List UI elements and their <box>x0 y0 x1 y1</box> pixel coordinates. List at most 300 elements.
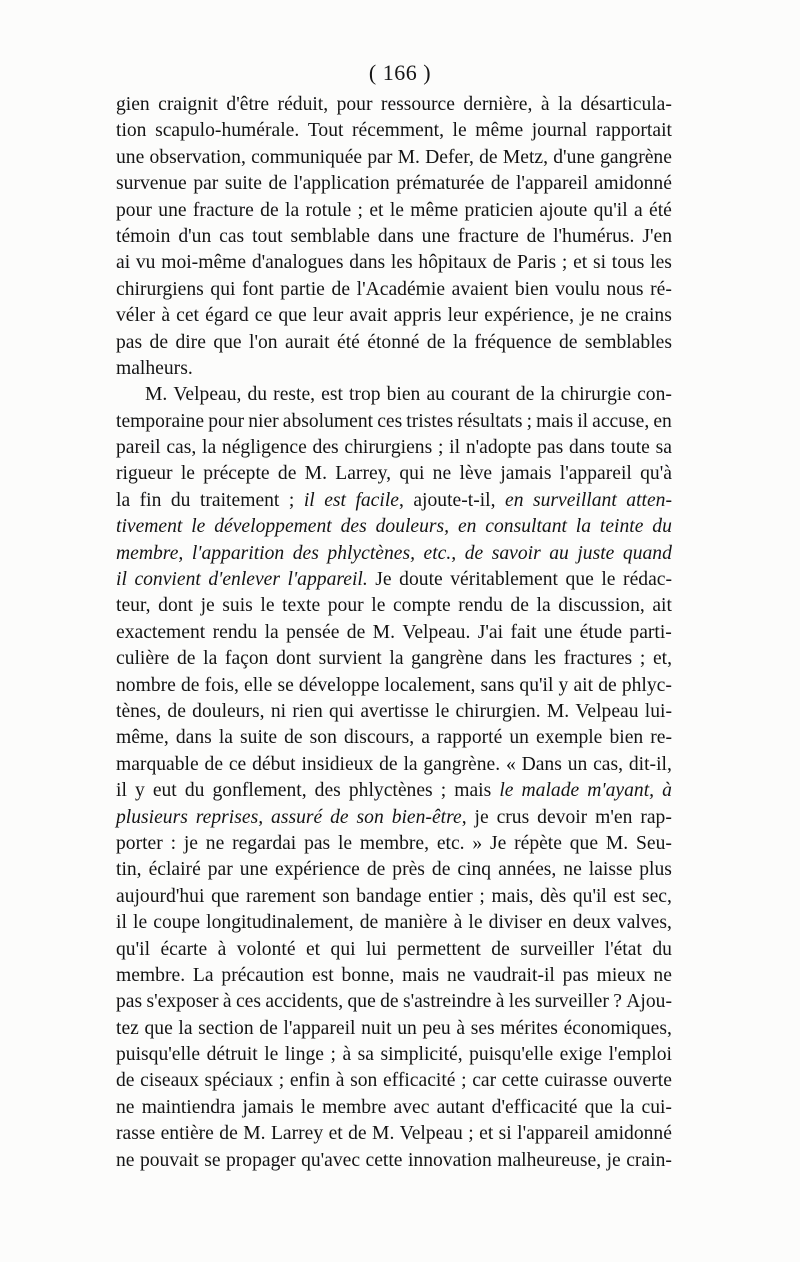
word: doute <box>399 569 443 591</box>
word: communiquée <box>251 146 363 168</box>
word: été <box>337 331 360 353</box>
word: Je <box>375 569 392 591</box>
word: pareil <box>116 437 161 459</box>
word: « <box>505 753 516 775</box>
word: discours, <box>343 727 415 749</box>
word: traitement <box>199 489 280 511</box>
word: membre, <box>116 542 184 564</box>
word: amidonné <box>594 1123 672 1145</box>
text-line <box>116 330 672 356</box>
word: culière <box>116 648 170 670</box>
word: en <box>505 489 524 511</box>
word: efficacité <box>382 1070 456 1092</box>
word: bonne, <box>341 964 395 986</box>
word: membre <box>322 1096 387 1118</box>
text-line <box>116 1148 672 1174</box>
word: même, <box>116 727 169 749</box>
word: plus <box>639 859 672 881</box>
word: mais <box>536 410 574 432</box>
word: l'appareil. <box>287 569 368 591</box>
word: répète <box>514 832 562 854</box>
word: temporaine <box>116 410 205 432</box>
word: mais <box>454 780 492 802</box>
word: à <box>161 305 171 327</box>
word: volonté <box>236 938 296 960</box>
word: autant <box>436 1096 485 1118</box>
word: Ajou- <box>626 991 672 1013</box>
text-line <box>116 277 672 303</box>
text-line <box>116 171 672 197</box>
word: : <box>170 832 177 854</box>
word: les <box>508 991 531 1013</box>
word: de <box>259 1017 278 1039</box>
word: ; <box>278 1070 285 1092</box>
word: crus <box>496 806 530 828</box>
word: lève <box>459 463 493 485</box>
word: du <box>184 780 205 802</box>
word: M. <box>372 621 395 643</box>
word: cas, <box>166 437 197 459</box>
word: d'être <box>226 94 270 115</box>
word: chirurgien. <box>455 700 541 722</box>
text-line <box>116 250 672 276</box>
word: ouverte <box>613 1070 672 1092</box>
word: praticien <box>464 199 534 221</box>
word: laisse <box>588 859 633 881</box>
word: maintiendra <box>141 1096 236 1118</box>
word: dire <box>175 331 206 353</box>
word: reste, <box>273 384 316 406</box>
word: le <box>389 199 404 221</box>
word: rapporté <box>437 727 503 749</box>
word: de <box>510 595 529 617</box>
word: de <box>348 1123 367 1145</box>
word: rarement <box>246 885 316 907</box>
text-line <box>116 514 672 540</box>
word: ; <box>561 252 568 274</box>
word: des <box>340 516 367 538</box>
word: par <box>207 859 233 881</box>
word: de <box>426 331 446 353</box>
word: avaient <box>451 278 509 300</box>
word: douleurs, <box>192 700 265 722</box>
word: se <box>277 674 294 696</box>
word: ne <box>432 463 452 485</box>
text-line <box>116 937 672 963</box>
word: accidents, <box>265 991 344 1013</box>
word: et <box>328 1123 343 1145</box>
word: simplicité, <box>380 1044 463 1066</box>
text-line <box>116 1121 672 1147</box>
word: les <box>650 252 672 274</box>
word: tez <box>116 1017 139 1039</box>
word: fréquence <box>474 331 552 353</box>
text-line <box>116 461 672 487</box>
word: une <box>543 621 573 643</box>
word: son <box>322 885 350 907</box>
word: en <box>457 516 477 538</box>
word: spéciaux <box>204 1070 274 1092</box>
word: d'efficacité <box>491 1096 578 1118</box>
word: la <box>540 384 555 406</box>
word: cui- <box>641 1096 672 1118</box>
word: avertisse <box>360 700 429 722</box>
word: il <box>116 780 127 802</box>
word: les <box>390 252 413 274</box>
word: leur <box>447 305 479 327</box>
word: pensée <box>286 621 340 643</box>
word: rotule <box>305 199 352 221</box>
paragraph <box>116 92 672 382</box>
word: ne <box>446 964 466 986</box>
word: que <box>278 305 307 327</box>
word: pas <box>116 331 143 353</box>
word: porter <box>116 832 163 854</box>
word: de <box>379 753 398 775</box>
word: cas <box>219 225 245 247</box>
word: Velpeau <box>575 700 639 722</box>
word: J'en <box>642 225 672 247</box>
word: partie <box>280 278 325 300</box>
word: dans <box>349 252 386 274</box>
word: véritablement <box>450 569 558 591</box>
word: parti- <box>629 621 672 643</box>
word: gangrène <box>411 648 483 670</box>
word: de <box>149 331 169 353</box>
word: qui <box>399 463 425 485</box>
word: rendu <box>212 621 258 643</box>
word: prématurée <box>396 173 485 195</box>
word: pas <box>304 832 331 854</box>
word: sa <box>655 437 672 459</box>
word: réduit, <box>277 94 329 115</box>
word: un <box>567 753 588 775</box>
word: ressource <box>380 94 455 115</box>
word: son <box>309 727 337 749</box>
word: appris <box>393 305 442 327</box>
word: le <box>191 516 206 538</box>
word: phlyctènes, <box>327 542 415 564</box>
word: fois, <box>204 674 239 696</box>
word: en <box>548 912 567 934</box>
word: de <box>268 173 288 195</box>
word: y <box>558 674 569 696</box>
word: nombre <box>116 674 176 696</box>
word: manière <box>384 912 448 934</box>
word: l'application <box>293 173 390 195</box>
word: de <box>464 542 484 564</box>
word: sa <box>357 1044 374 1066</box>
word: Je <box>489 832 507 854</box>
word: M. <box>243 1123 266 1145</box>
word: survient <box>318 648 382 670</box>
word: vaudrait-il <box>473 964 555 986</box>
word: exactement <box>116 621 206 643</box>
text-line <box>116 92 672 118</box>
text-line <box>116 884 672 910</box>
word: M. <box>605 832 629 854</box>
word: si <box>498 1123 512 1145</box>
word: bandage <box>356 885 422 907</box>
word: le <box>260 595 275 617</box>
word: ait <box>652 595 672 617</box>
word: entier <box>428 885 473 907</box>
word: ; <box>526 410 533 432</box>
text-line <box>116 963 672 989</box>
word: détruit <box>206 1044 258 1066</box>
word: rap- <box>640 806 672 828</box>
word: près <box>392 859 425 881</box>
word: il <box>116 912 127 934</box>
text-line <box>116 673 672 699</box>
word: Larrey, <box>335 463 392 485</box>
word: Dans <box>521 753 562 775</box>
word: son <box>356 806 384 828</box>
word: l'emploi <box>608 1044 672 1066</box>
word: une <box>158 199 187 221</box>
word: de <box>116 1070 135 1092</box>
word: exemple <box>536 727 603 749</box>
word: de <box>331 278 351 300</box>
word: témoin <box>116 225 171 247</box>
word: vu <box>135 252 156 274</box>
word: Defer, <box>425 146 474 168</box>
word: regardai <box>232 832 297 854</box>
text-line <box>116 593 672 619</box>
word: tin, <box>116 859 142 881</box>
word: résultats <box>457 410 523 432</box>
word: de <box>491 938 510 960</box>
word: l'Académie <box>356 278 446 300</box>
word: à <box>222 991 232 1013</box>
word: précepte <box>203 463 270 485</box>
word: s'astreindre <box>402 991 492 1013</box>
word: il <box>303 489 315 511</box>
word: ; <box>288 489 295 511</box>
word: se <box>204 1149 221 1171</box>
word: la <box>203 648 218 670</box>
word: d'une <box>553 146 595 168</box>
word: a <box>633 199 643 221</box>
word: accuse, <box>592 410 650 432</box>
word: » <box>472 832 483 854</box>
word: du <box>247 384 268 406</box>
word: eut <box>152 780 177 802</box>
word: le <box>499 780 514 802</box>
word: ; <box>440 780 447 802</box>
word: ; <box>639 648 646 670</box>
word: le <box>300 1096 315 1118</box>
word: à <box>495 991 505 1013</box>
word: économiques, <box>563 1017 672 1039</box>
word: malade <box>521 780 580 802</box>
word: M. <box>546 700 570 722</box>
word: de <box>359 912 379 934</box>
word: je <box>580 305 595 327</box>
word: dernière, <box>463 94 533 115</box>
word: absolument <box>282 410 374 432</box>
word: à <box>662 780 672 802</box>
word: M. <box>145 384 168 406</box>
word: une <box>239 859 269 881</box>
word: de <box>431 859 451 881</box>
word: d'analogues <box>251 252 344 274</box>
word: ni <box>270 700 287 722</box>
word: devoir <box>537 806 588 828</box>
text-line <box>116 989 672 1015</box>
word: dans <box>569 437 605 459</box>
word: un <box>509 727 529 749</box>
word: cet <box>176 305 199 327</box>
text-line <box>116 752 672 778</box>
word: aujourd'hui <box>116 885 205 907</box>
word: ? <box>613 991 622 1013</box>
word: de <box>330 806 349 828</box>
word: avec <box>393 1096 430 1118</box>
word: le <box>468 912 483 934</box>
word: le <box>601 569 616 591</box>
word: une <box>116 146 145 168</box>
word: le <box>452 120 467 142</box>
word: le <box>133 912 148 934</box>
word: de <box>479 146 498 168</box>
word: insidieux <box>301 753 374 775</box>
word: et <box>305 938 321 960</box>
paragraph <box>116 382 672 1174</box>
text-line <box>116 567 672 593</box>
word: de <box>204 753 224 775</box>
word: un <box>397 1017 417 1039</box>
text-line <box>116 699 672 725</box>
word: nuit <box>361 1017 392 1039</box>
word: malheurs. <box>116 357 193 379</box>
word: deux <box>572 912 611 934</box>
word: qu'avec <box>301 1149 361 1171</box>
word: qui <box>329 700 355 722</box>
word: de <box>559 331 578 353</box>
word: hôpitaux <box>418 252 487 274</box>
word: etc., <box>423 542 457 564</box>
word: en <box>653 410 672 432</box>
word: membre. <box>116 964 186 986</box>
word: de <box>284 727 303 749</box>
word: plusieurs <box>116 806 188 828</box>
word: membre, <box>359 832 430 854</box>
word: ne <box>116 1096 135 1118</box>
text-line <box>116 831 672 857</box>
word: fractures <box>563 648 633 670</box>
text-line <box>116 224 672 250</box>
word: de <box>366 859 386 881</box>
word: les <box>534 648 556 670</box>
word: assuré <box>271 806 323 828</box>
word: n'adopte <box>465 437 532 459</box>
word: et <box>369 199 384 221</box>
word: la <box>452 331 467 353</box>
word: mérites <box>500 1017 558 1039</box>
word: la <box>264 621 279 643</box>
word: amidonné <box>594 173 672 195</box>
text-line <box>116 805 672 831</box>
word: de <box>346 621 366 643</box>
word: la <box>178 1017 193 1039</box>
word: que <box>584 1096 613 1118</box>
word: que <box>144 1017 173 1039</box>
word: chirurgiens <box>116 278 204 300</box>
word: fracture <box>457 225 519 247</box>
word: de <box>219 1123 238 1145</box>
word: même <box>410 199 459 221</box>
word: M. <box>397 146 420 168</box>
word: des <box>314 780 341 802</box>
word: et <box>479 1123 494 1145</box>
word: son <box>350 1070 378 1092</box>
word: gangrène <box>600 146 672 168</box>
word: rigueur <box>116 463 173 485</box>
word: d'un <box>178 225 212 247</box>
word: sec, <box>641 885 672 907</box>
word: ces <box>377 410 403 432</box>
word: suis <box>222 595 253 617</box>
word: été <box>649 199 672 221</box>
word: de <box>515 384 535 406</box>
word: linge <box>284 1044 325 1066</box>
word: à <box>540 94 550 115</box>
word: la <box>403 753 418 775</box>
word: expérience, <box>484 305 574 327</box>
word: peu <box>422 1017 451 1039</box>
word: gangrène. <box>423 753 501 775</box>
word: lui <box>365 938 387 960</box>
word: la <box>218 727 233 749</box>
word: m'en <box>595 806 633 828</box>
word: puisqu'elle <box>116 1044 201 1066</box>
word: savoir <box>491 542 541 564</box>
word: de <box>167 700 186 722</box>
text-line <box>116 1095 672 1121</box>
word: qu'il <box>593 199 628 221</box>
word: véler <box>116 305 156 327</box>
word: que <box>347 991 376 1013</box>
word: phlyc- <box>621 674 672 696</box>
word: qui <box>210 278 236 300</box>
word: atten- <box>626 489 672 511</box>
word: par <box>193 173 219 195</box>
word: M. <box>304 463 327 485</box>
word: toute <box>610 437 650 459</box>
word: négligence <box>221 437 307 459</box>
word: nier <box>248 410 279 432</box>
text-line <box>116 409 672 435</box>
word: sans <box>480 674 515 696</box>
word: enfin <box>289 1070 331 1092</box>
word: pour <box>336 94 373 115</box>
word: à <box>453 912 463 934</box>
word: des <box>312 437 339 459</box>
word: nous <box>606 278 644 300</box>
word: gonflement, <box>212 780 307 802</box>
word: re- <box>650 727 672 749</box>
word: permettent <box>397 938 481 960</box>
word: que <box>211 885 240 907</box>
word: ajoute <box>539 199 588 221</box>
word: teur, <box>116 595 151 617</box>
word: diviser <box>488 912 542 934</box>
word: Velpeau. <box>402 621 471 643</box>
word: tènes, <box>116 700 162 722</box>
word: journal <box>531 120 588 142</box>
word: texte <box>282 595 321 617</box>
